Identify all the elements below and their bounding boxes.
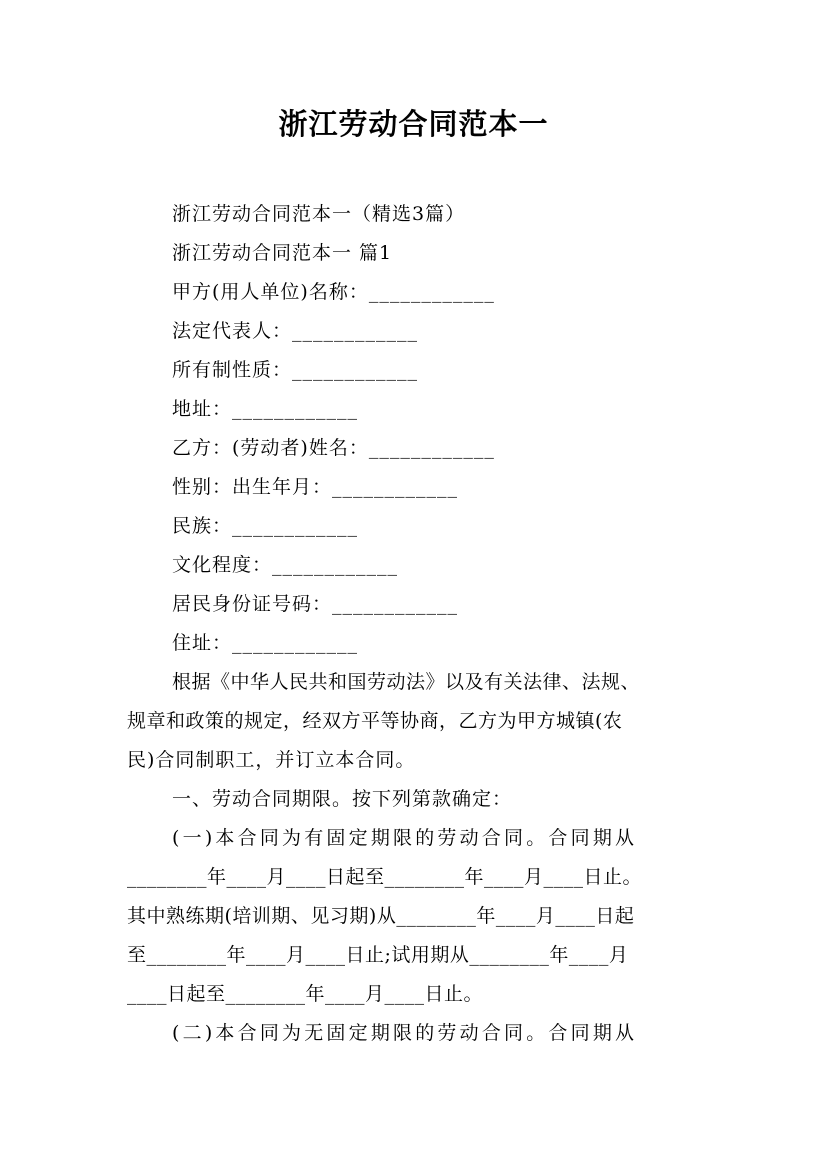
address-field: 地址：____________ (172, 398, 359, 420)
education-field: 文化程度：____________ (172, 554, 399, 576)
residence-field: 住址：____________ (172, 632, 359, 654)
paragraph-line: ________年____月____日起至________年____月____日止。 (127, 866, 643, 888)
legal-representative-field: 法定代表人：____________ (172, 320, 419, 342)
ethnicity-field: 民族：____________ (172, 515, 359, 537)
gender-birth-field: 性别：出生年月：____________ (172, 476, 459, 498)
document-title: 浙江劳动合同范本一 (278, 107, 549, 141)
party-b-name-field: 乙方：(劳动者)姓名：____________ (172, 437, 495, 459)
paragraph-line: 至________年____月____日止;试用期从________年____月 (127, 944, 629, 966)
paragraph-line: ____日起至________年____月____日止。 (127, 983, 484, 1005)
paragraph-line: (二)本合同为无固定期限的劳动合同。合同期从 (172, 1022, 638, 1044)
party-a-name-field: 甲方(用人单位)名称：____________ (172, 281, 495, 303)
id-number-field: 居民身份证号码：____________ (172, 593, 459, 615)
doc-line: 浙江劳动合同范本一（精选3篇） (172, 203, 466, 225)
paragraph-line: 根据《中华人民共和国劳动法》以及有关法律、法规、 (172, 671, 641, 693)
paragraph-line: 民)合同制职工，并订立本合同。 (127, 749, 416, 771)
doc-line: 浙江劳动合同范本一 篇1 (172, 242, 393, 264)
paragraph-line: 其中熟练期(培训期、见习期)从________年____月____日起 (127, 905, 635, 927)
ownership-field: 所有制性质：____________ (172, 359, 419, 381)
section-heading: 一、劳动合同期限。按下列第款确定： (172, 788, 513, 810)
paragraph-line: 规章和政策的规定，经双方平等协商，乙方为甲方城镇(农 (127, 710, 623, 732)
paragraph-line: (一)本合同为有固定期限的劳动合同。合同期从 (172, 827, 638, 849)
